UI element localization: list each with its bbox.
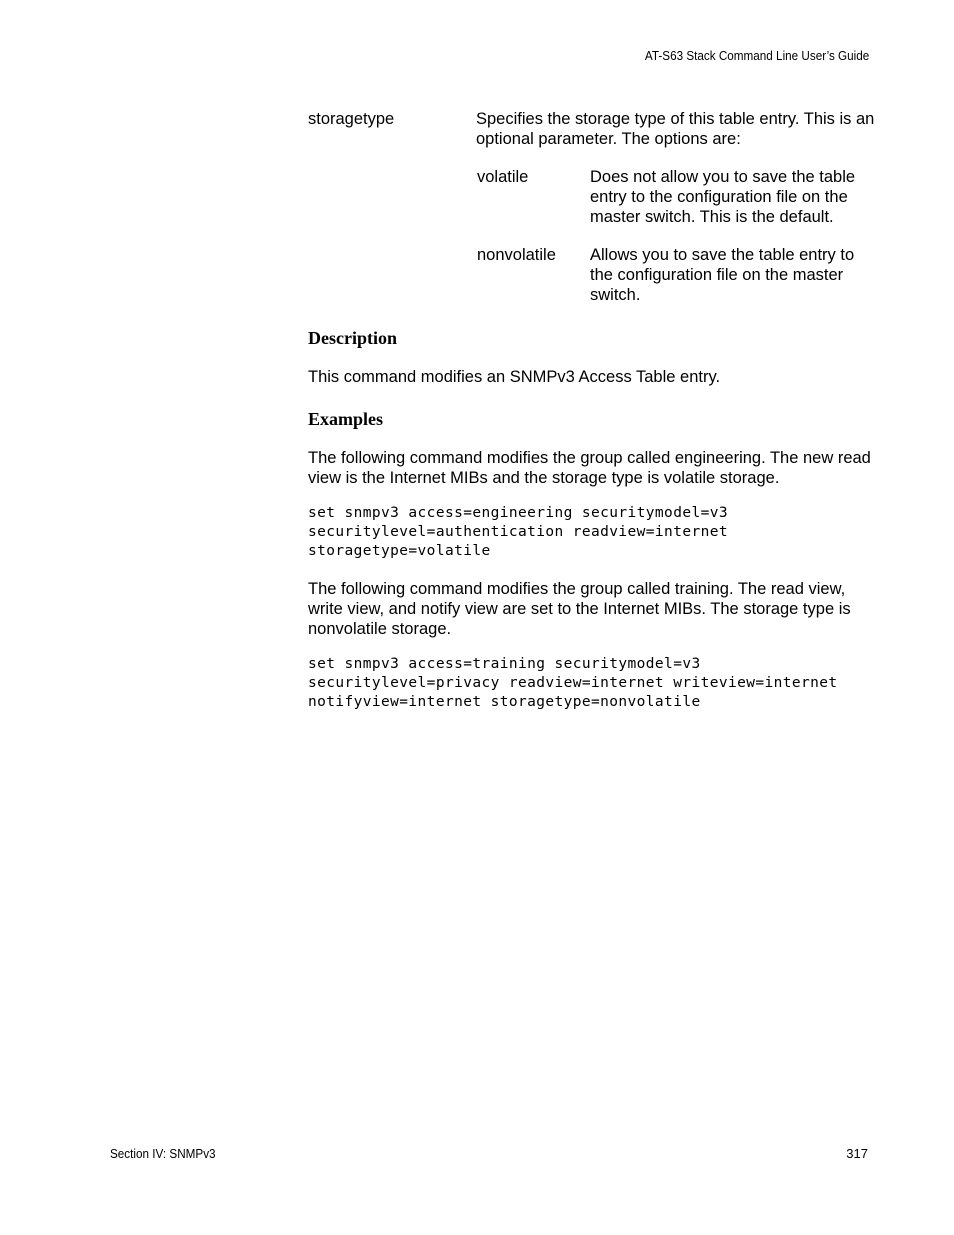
footer-section-label: Section IV: SNMPv3 xyxy=(110,1146,216,1161)
description-text: This command modifies an SNMPv3 Access Table entry. xyxy=(308,368,721,386)
example2-code: set snmpv3 access=training securitymodel=v3 securitylevel=privacy readview=internet writeview=internet notifyview=internet storagetype=nonvolatile xyxy=(308,656,838,710)
example1-code: set snmpv3 access=engineering securitymodel=v3 securitylevel=authentication readview=internet storagetype=volatile xyxy=(308,505,728,559)
running-header: AT-S63 Stack Command Line User’s Guide xyxy=(644,48,869,63)
examples-heading: Examples xyxy=(308,409,384,429)
parameter-description: Specifies the storage type of this table entry. This is an optional parameter. The options are: xyxy=(476,110,875,148)
parameter-name: storagetype xyxy=(308,110,395,128)
footer-page-number: 317 xyxy=(846,1146,868,1161)
option-description-volatile: Does not allow you to save the table entry to the configuration file on the master switch. This is the default. xyxy=(590,168,856,226)
example1-text: The following command modifies the group called engineering. The new read view is the Internet MIBs and the storage type is volatile storage. xyxy=(308,449,871,487)
description-heading: Description xyxy=(308,328,397,348)
example2-text: The following command modifies the group called training. The read view, write view, and notify view are set to the Internet MIBs. The storage type is nonvolatile storage. xyxy=(308,580,851,638)
option-name-nonvolatile: nonvolatile xyxy=(477,246,556,264)
option-description-nonvolatile: Allows you to save the table entry to the configuration file on the master switch. xyxy=(590,246,855,304)
option-name-volatile: volatile xyxy=(477,168,529,186)
